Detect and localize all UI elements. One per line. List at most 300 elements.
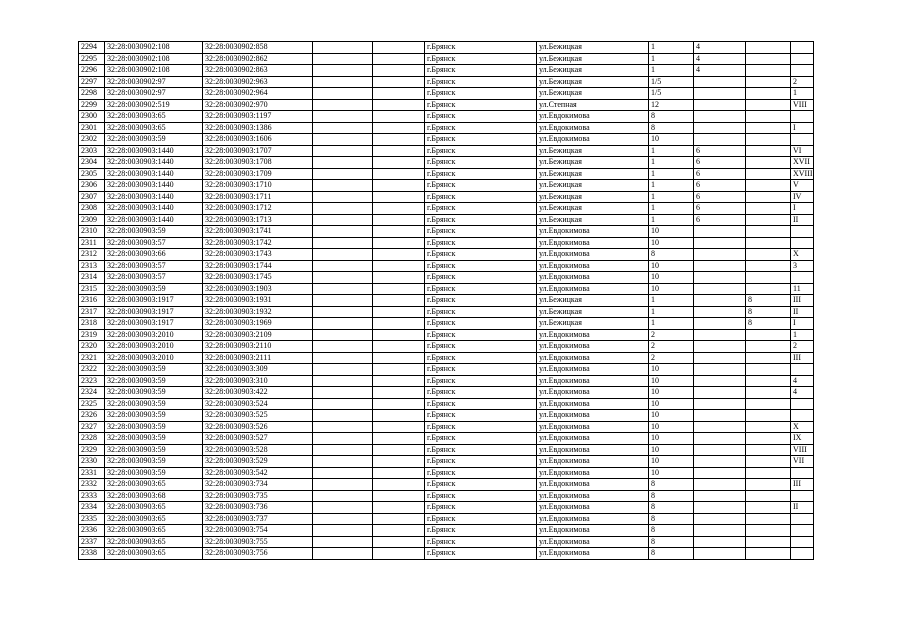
building-number-cell (694, 502, 746, 514)
city-cell: г.Брянск (425, 53, 537, 65)
empty-cell-cell (313, 456, 373, 468)
structure-number-cell (746, 513, 791, 525)
parcel-cadastral-number-cell: 32:28:0030902:108 (105, 53, 203, 65)
row-number-cell: 2310 (79, 226, 105, 238)
object-cadastral-number-cell: 32:28:0030903:1931 (203, 295, 313, 307)
street-cell: ул.Евдокимова (537, 341, 649, 353)
city-cell: г.Брянск (425, 421, 537, 433)
structure-number-cell (746, 145, 791, 157)
room-number-cell: I (791, 203, 814, 215)
row-number-cell: 2298 (79, 88, 105, 100)
empty-cell-cell (313, 352, 373, 364)
room-number-cell (791, 513, 814, 525)
building-number-cell (694, 237, 746, 249)
row-number-cell: 2322 (79, 364, 105, 376)
house-number-cell: 10 (649, 134, 694, 146)
row-number-cell: 2328 (79, 433, 105, 445)
empty-cell-cell (373, 237, 425, 249)
room-number-cell: V (791, 180, 814, 192)
table-row (79, 191, 814, 203)
city-cell: г.Брянск (425, 433, 537, 445)
room-number-cell: 2 (791, 341, 814, 353)
structure-number-cell (746, 502, 791, 514)
empty-cell-cell (313, 249, 373, 261)
object-cadastral-number-cell: 32:28:0030903:1707 (203, 145, 313, 157)
building-number-cell: 4 (694, 65, 746, 77)
parcel-cadastral-number-cell: 32:28:0030903:65 (105, 479, 203, 491)
city-cell: г.Брянск (425, 122, 537, 134)
parcel-cadastral-number-cell: 32:28:0030903:2010 (105, 352, 203, 364)
object-cadastral-number-cell: 32:28:0030903:734 (203, 479, 313, 491)
parcel-cadastral-number-cell: 32:28:0030903:1917 (105, 318, 203, 330)
empty-cell-cell (313, 76, 373, 88)
table-row (79, 180, 814, 192)
row-number-cell: 2308 (79, 203, 105, 215)
city-cell: г.Брянск (425, 341, 537, 353)
city-cell: г.Брянск (425, 548, 537, 560)
table-row (79, 226, 814, 238)
object-cadastral-number-cell: 32:28:0030903:310 (203, 375, 313, 387)
city-cell: г.Брянск (425, 237, 537, 249)
building-number-cell: 6 (694, 214, 746, 226)
structure-number-cell (746, 191, 791, 203)
row-number-cell: 2333 (79, 490, 105, 502)
row-number-cell: 2326 (79, 410, 105, 422)
house-number-cell: 1 (649, 191, 694, 203)
object-cadastral-number-cell: 32:28:0030903:1708 (203, 157, 313, 169)
house-number-cell: 2 (649, 352, 694, 364)
row-number-cell: 2336 (79, 525, 105, 537)
building-number-cell (694, 352, 746, 364)
street-cell: ул.Евдокимова (537, 364, 649, 376)
building-number-cell (694, 88, 746, 100)
table-row (79, 444, 814, 456)
empty-cell-cell (313, 444, 373, 456)
table-row (79, 168, 814, 180)
object-cadastral-number-cell: 32:28:0030902:858 (203, 42, 313, 54)
empty-cell-cell (373, 295, 425, 307)
street-cell: ул.Евдокимова (537, 352, 649, 364)
parcel-cadastral-number-cell: 32:28:0030903:65 (105, 502, 203, 514)
row-number-cell: 2305 (79, 168, 105, 180)
room-number-cell: IX (791, 433, 814, 445)
row-number-cell: 2295 (79, 53, 105, 65)
room-number-cell: 4 (791, 375, 814, 387)
building-number-cell (694, 99, 746, 111)
city-cell: г.Брянск (425, 260, 537, 272)
object-cadastral-number-cell: 32:28:0030903:1742 (203, 237, 313, 249)
room-number-cell (791, 272, 814, 284)
city-cell: г.Брянск (425, 214, 537, 226)
street-cell: ул.Евдокимова (537, 421, 649, 433)
empty-cell-cell (373, 111, 425, 123)
empty-cell-cell (373, 318, 425, 330)
city-cell: г.Брянск (425, 525, 537, 537)
street-cell: ул.Евдокимова (537, 467, 649, 479)
object-cadastral-number-cell: 32:28:0030903:526 (203, 421, 313, 433)
empty-cell-cell (373, 433, 425, 445)
parcel-cadastral-number-cell: 32:28:0030903:68 (105, 490, 203, 502)
empty-cell-cell (313, 134, 373, 146)
building-number-cell (694, 329, 746, 341)
building-number-cell (694, 306, 746, 318)
parcel-cadastral-number-cell: 32:28:0030903:1440 (105, 145, 203, 157)
row-number-cell: 2335 (79, 513, 105, 525)
object-cadastral-number-cell: 32:28:0030903:1709 (203, 168, 313, 180)
structure-number-cell (746, 467, 791, 479)
house-number-cell: 1 (649, 157, 694, 169)
city-cell: г.Брянск (425, 410, 537, 422)
parcel-cadastral-number-cell: 32:28:0030902:97 (105, 76, 203, 88)
row-number-cell: 2299 (79, 99, 105, 111)
street-cell: ул.Бежицкая (537, 42, 649, 54)
row-number-cell: 2318 (79, 318, 105, 330)
row-number-cell: 2300 (79, 111, 105, 123)
empty-cell-cell (313, 341, 373, 353)
table-row (79, 203, 814, 215)
row-number-cell: 2296 (79, 65, 105, 77)
empty-cell-cell (373, 157, 425, 169)
empty-cell-cell (373, 122, 425, 134)
city-cell: г.Брянск (425, 536, 537, 548)
table-row (79, 111, 814, 123)
structure-number-cell (746, 479, 791, 491)
row-number-cell: 2307 (79, 191, 105, 203)
parcel-cadastral-number-cell: 32:28:0030903:1917 (105, 306, 203, 318)
parcel-cadastral-number-cell: 32:28:0030902:108 (105, 42, 203, 54)
room-number-cell: 11 (791, 283, 814, 295)
structure-number-cell (746, 329, 791, 341)
street-cell: ул.Бежицкая (537, 168, 649, 180)
parcel-cadastral-number-cell: 32:28:0030903:59 (105, 387, 203, 399)
room-number-cell: XVIII (791, 168, 814, 180)
row-number-cell: 2315 (79, 283, 105, 295)
structure-number-cell (746, 65, 791, 77)
building-number-cell (694, 433, 746, 445)
table-row (79, 525, 814, 537)
row-number-cell: 2334 (79, 502, 105, 514)
empty-cell-cell (313, 226, 373, 238)
room-number-cell: 2 (791, 76, 814, 88)
structure-number-cell (746, 387, 791, 399)
structure-number-cell (746, 490, 791, 502)
street-cell: ул.Евдокимова (537, 283, 649, 295)
room-number-cell (791, 237, 814, 249)
city-cell: г.Брянск (425, 467, 537, 479)
building-number-cell: 6 (694, 203, 746, 215)
empty-cell-cell (373, 387, 425, 399)
row-number-cell: 2316 (79, 295, 105, 307)
street-cell: ул.Евдокимова (537, 260, 649, 272)
house-number-cell: 10 (649, 260, 694, 272)
structure-number-cell (746, 134, 791, 146)
empty-cell-cell (313, 536, 373, 548)
structure-number-cell: 8 (746, 306, 791, 318)
structure-number-cell (746, 88, 791, 100)
street-cell: ул.Евдокимова (537, 536, 649, 548)
structure-number-cell (746, 180, 791, 192)
building-number-cell (694, 548, 746, 560)
table-row (79, 260, 814, 272)
city-cell: г.Брянск (425, 513, 537, 525)
building-number-cell (694, 295, 746, 307)
building-number-cell (694, 536, 746, 548)
empty-cell-cell (313, 479, 373, 491)
room-number-cell: X (791, 249, 814, 261)
city-cell: г.Брянск (425, 283, 537, 295)
city-cell: г.Брянск (425, 329, 537, 341)
table-row (79, 99, 814, 111)
room-number-cell (791, 226, 814, 238)
parcel-cadastral-number-cell: 32:28:0030903:65 (105, 536, 203, 548)
city-cell: г.Брянск (425, 502, 537, 514)
empty-cell-cell (313, 525, 373, 537)
row-number-cell: 2325 (79, 398, 105, 410)
empty-cell-cell (373, 490, 425, 502)
building-number-cell (694, 134, 746, 146)
street-cell: ул.Бежицкая (537, 88, 649, 100)
object-cadastral-number-cell: 32:28:0030903:1743 (203, 249, 313, 261)
city-cell: г.Брянск (425, 352, 537, 364)
object-cadastral-number-cell: 32:28:0030903:524 (203, 398, 313, 410)
object-cadastral-number-cell: 32:28:0030903:2110 (203, 341, 313, 353)
table-row (79, 306, 814, 318)
structure-number-cell (746, 99, 791, 111)
empty-cell-cell (373, 398, 425, 410)
table-row (79, 410, 814, 422)
city-cell: г.Брянск (425, 398, 537, 410)
house-number-cell: 8 (649, 513, 694, 525)
table-row (79, 433, 814, 445)
empty-cell-cell (373, 364, 425, 376)
room-number-cell (791, 111, 814, 123)
house-number-cell: 10 (649, 444, 694, 456)
house-number-cell: 1 (649, 42, 694, 54)
street-cell: ул.Бежицкая (537, 318, 649, 330)
parcel-cadastral-number-cell: 32:28:0030903:1440 (105, 203, 203, 215)
city-cell: г.Брянск (425, 226, 537, 238)
street-cell: ул.Евдокимова (537, 410, 649, 422)
empty-cell-cell (373, 214, 425, 226)
building-number-cell: 6 (694, 180, 746, 192)
house-number-cell: 1 (649, 318, 694, 330)
city-cell: г.Брянск (425, 145, 537, 157)
empty-cell-cell (313, 421, 373, 433)
city-cell: г.Брянск (425, 444, 537, 456)
parcel-cadastral-number-cell: 32:28:0030903:65 (105, 513, 203, 525)
structure-number-cell (746, 444, 791, 456)
object-cadastral-number-cell: 32:28:0030902:964 (203, 88, 313, 100)
row-number-cell: 2324 (79, 387, 105, 399)
empty-cell-cell (313, 122, 373, 134)
street-cell: ул.Бежицкая (537, 214, 649, 226)
room-number-cell: III (791, 295, 814, 307)
room-number-cell: 1 (791, 88, 814, 100)
street-cell: ул.Евдокимова (537, 456, 649, 468)
structure-number-cell: 8 (746, 318, 791, 330)
parcel-cadastral-number-cell: 32:28:0030903:65 (105, 548, 203, 560)
empty-cell-cell (373, 99, 425, 111)
room-number-cell (791, 364, 814, 376)
object-cadastral-number-cell: 32:28:0030902:970 (203, 99, 313, 111)
empty-cell-cell (313, 237, 373, 249)
street-cell: ул.Евдокимова (537, 237, 649, 249)
object-cadastral-number-cell: 32:28:0030903:2111 (203, 352, 313, 364)
empty-cell-cell (373, 76, 425, 88)
empty-cell-cell (373, 145, 425, 157)
empty-cell-cell (313, 180, 373, 192)
empty-cell-cell (313, 272, 373, 284)
city-cell: г.Брянск (425, 318, 537, 330)
row-number-cell: 2304 (79, 157, 105, 169)
room-number-cell: 1 (791, 329, 814, 341)
house-number-cell: 2 (649, 341, 694, 353)
row-number-cell: 2312 (79, 249, 105, 261)
room-number-cell: VIII (791, 444, 814, 456)
empty-cell-cell (373, 341, 425, 353)
city-cell: г.Брянск (425, 168, 537, 180)
parcel-cadastral-number-cell: 32:28:0030903:65 (105, 111, 203, 123)
room-number-cell: II (791, 502, 814, 514)
room-number-cell: II (791, 306, 814, 318)
structure-number-cell (746, 260, 791, 272)
house-number-cell: 10 (649, 456, 694, 468)
house-number-cell: 1/5 (649, 88, 694, 100)
table-row (79, 214, 814, 226)
building-number-cell: 4 (694, 53, 746, 65)
empty-cell-cell (313, 387, 373, 399)
object-cadastral-number-cell: 32:28:0030903:1903 (203, 283, 313, 295)
city-cell: г.Брянск (425, 157, 537, 169)
house-number-cell: 8 (649, 536, 694, 548)
row-number-cell: 2302 (79, 134, 105, 146)
street-cell: ул.Евдокимова (537, 502, 649, 514)
room-number-cell (791, 410, 814, 422)
city-cell: г.Брянск (425, 180, 537, 192)
empty-cell-cell (313, 65, 373, 77)
object-cadastral-number-cell: 32:28:0030903:527 (203, 433, 313, 445)
house-number-cell: 1 (649, 214, 694, 226)
table-row (79, 329, 814, 341)
building-number-cell (694, 249, 746, 261)
city-cell: г.Брянск (425, 456, 537, 468)
city-cell: г.Брянск (425, 42, 537, 54)
street-cell: ул.Бежицкая (537, 306, 649, 318)
city-cell: г.Брянск (425, 191, 537, 203)
parcel-cadastral-number-cell: 32:28:0030902:97 (105, 88, 203, 100)
row-number-cell: 2337 (79, 536, 105, 548)
parcel-cadastral-number-cell: 32:28:0030903:2010 (105, 341, 203, 353)
empty-cell-cell (313, 318, 373, 330)
structure-number-cell (746, 168, 791, 180)
street-cell: ул.Евдокимова (537, 226, 649, 238)
empty-cell-cell (313, 42, 373, 54)
room-number-cell (791, 134, 814, 146)
object-cadastral-number-cell: 32:28:0030903:1711 (203, 191, 313, 203)
structure-number-cell (746, 111, 791, 123)
structure-number-cell (746, 122, 791, 134)
empty-cell-cell (373, 88, 425, 100)
table-row (79, 157, 814, 169)
table-row (79, 88, 814, 100)
empty-cell-cell (313, 214, 373, 226)
row-number-cell: 2306 (79, 180, 105, 192)
building-number-cell (694, 387, 746, 399)
table-row (79, 536, 814, 548)
empty-cell-cell (313, 467, 373, 479)
city-cell: г.Брянск (425, 479, 537, 491)
room-number-cell (791, 525, 814, 537)
building-number-cell (694, 283, 746, 295)
building-number-cell: 6 (694, 145, 746, 157)
house-number-cell: 8 (649, 525, 694, 537)
object-cadastral-number-cell: 32:28:0030903:1606 (203, 134, 313, 146)
street-cell: ул.Евдокимова (537, 479, 649, 491)
empty-cell-cell (313, 88, 373, 100)
empty-cell-cell (373, 444, 425, 456)
empty-cell-cell (373, 260, 425, 272)
table-row (79, 375, 814, 387)
empty-cell-cell (313, 168, 373, 180)
empty-cell-cell (313, 157, 373, 169)
empty-cell-cell (373, 479, 425, 491)
empty-cell-cell (313, 433, 373, 445)
empty-cell-cell (313, 375, 373, 387)
structure-number-cell (746, 226, 791, 238)
city-cell: г.Брянск (425, 490, 537, 502)
structure-number-cell (746, 249, 791, 261)
structure-number-cell (746, 525, 791, 537)
street-cell: ул.Евдокимова (537, 398, 649, 410)
structure-number-cell (746, 398, 791, 410)
parcel-cadastral-number-cell: 32:28:0030903:59 (105, 134, 203, 146)
parcel-cadastral-number-cell: 32:28:0030903:1440 (105, 180, 203, 192)
object-cadastral-number-cell: 32:28:0030903:1710 (203, 180, 313, 192)
parcel-cadastral-number-cell: 32:28:0030903:59 (105, 456, 203, 468)
table-row (79, 490, 814, 502)
city-cell: г.Брянск (425, 375, 537, 387)
structure-number-cell (746, 272, 791, 284)
house-number-cell: 8 (649, 502, 694, 514)
city-cell: г.Брянск (425, 364, 537, 376)
table-row (79, 65, 814, 77)
city-cell: г.Брянск (425, 306, 537, 318)
empty-cell-cell (373, 53, 425, 65)
street-cell: ул.Евдокимова (537, 490, 649, 502)
row-number-cell: 2329 (79, 444, 105, 456)
parcel-cadastral-number-cell: 32:28:0030903:59 (105, 421, 203, 433)
empty-cell-cell (373, 203, 425, 215)
table-row (79, 548, 814, 560)
structure-number-cell (746, 456, 791, 468)
building-number-cell (694, 479, 746, 491)
building-number-cell (694, 111, 746, 123)
table-row (79, 479, 814, 491)
row-number-cell: 2297 (79, 76, 105, 88)
object-cadastral-number-cell: 32:28:0030903:422 (203, 387, 313, 399)
row-number-cell: 2323 (79, 375, 105, 387)
parcel-cadastral-number-cell: 32:28:0030902:519 (105, 99, 203, 111)
building-number-cell (694, 341, 746, 353)
empty-cell-cell (373, 306, 425, 318)
structure-number-cell (746, 203, 791, 215)
table-row (79, 364, 814, 376)
object-cadastral-number-cell: 32:28:0030903:1386 (203, 122, 313, 134)
empty-cell-cell (313, 260, 373, 272)
parcel-cadastral-number-cell: 32:28:0030903:59 (105, 433, 203, 445)
building-number-cell (694, 456, 746, 468)
row-number-cell: 2311 (79, 237, 105, 249)
